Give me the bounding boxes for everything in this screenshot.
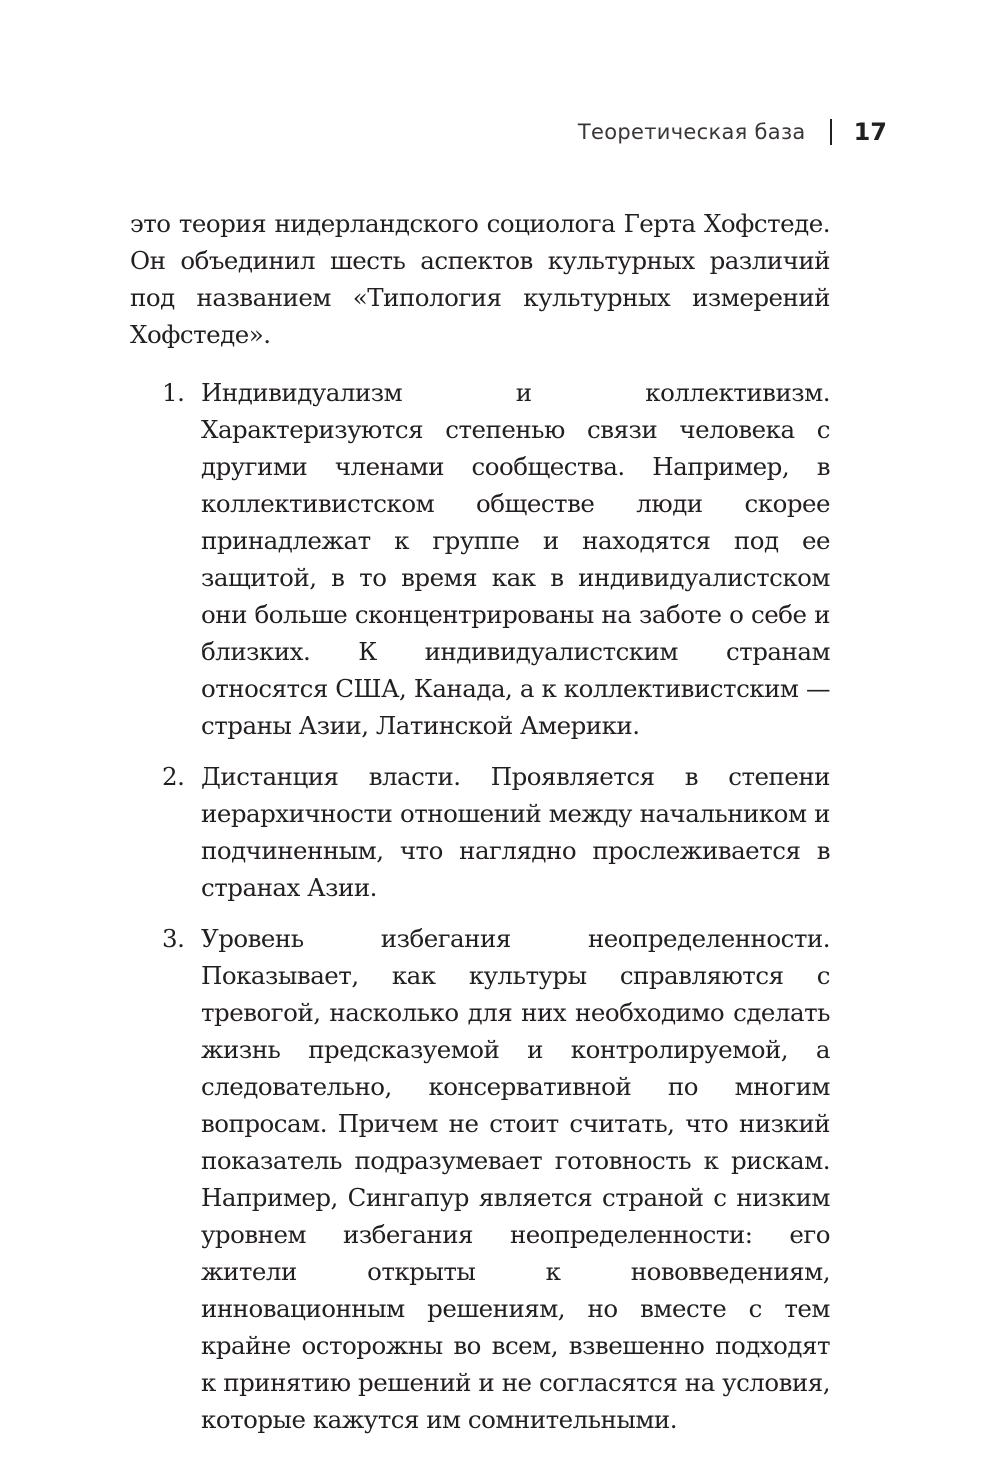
header-divider	[830, 119, 832, 145]
list-item-number: 3.	[162, 924, 185, 953]
list-item-text: Дистанция власти. Проявляется в степени иерархичности отношений между начальником и подчиненным, что наглядно прослеживается в странах Азии.	[201, 762, 830, 902]
list-item-text: Уровень избегания неопределенности. Показывает, как культуры справляются с тревогой, насколько для них необходимо сделать жизнь предсказуемой и контролируемой, а следовательно, консервативной по многим вопросам. Причем не стоит считать, что низкий показатель подразумевает готовность к рискам. Например, Сингапур является страной с низким уровнем избегания неопределенности: его жители открыты к нововведениям, инновационным решениям, но вместе с тем крайне осторожны во всем, взвешенно подходят к принятию решений и не согласятся на условия, которые кажутся им сомнительными.	[201, 924, 830, 1434]
list-item	[130, 758, 830, 906]
intro-paragraph: это теория нидерландского социолога Герта Хофстеде. Он объединил шесть аспектов культурных различий под названием «Типология культурных измерений Хофстеде».	[130, 209, 830, 349]
numbered-list	[130, 374, 830, 1438]
list-item-text: Индивидуализм и коллективизм. Характеризуются степенью связи человека с другими членами сообщества. Например, в коллективистском обществе люди скорее принадлежат к группе и находятся под ее защитой, в то время как в индивидуалистском они больше сконцентрированы на заботе о себе и близких. К индивидуалистским странам относятся США, Канада, а к коллективистским — страны Азии, Латинской Америки.	[201, 378, 830, 740]
list-item-number: 2.	[162, 762, 185, 791]
list-item	[130, 920, 830, 1438]
page-body	[130, 205, 830, 1452]
section-title: Теоретическая база	[577, 120, 806, 144]
running-header	[578, 112, 887, 152]
list-item	[130, 374, 830, 744]
page-number: 17	[853, 118, 887, 146]
list-item-number: 1.	[162, 378, 185, 407]
